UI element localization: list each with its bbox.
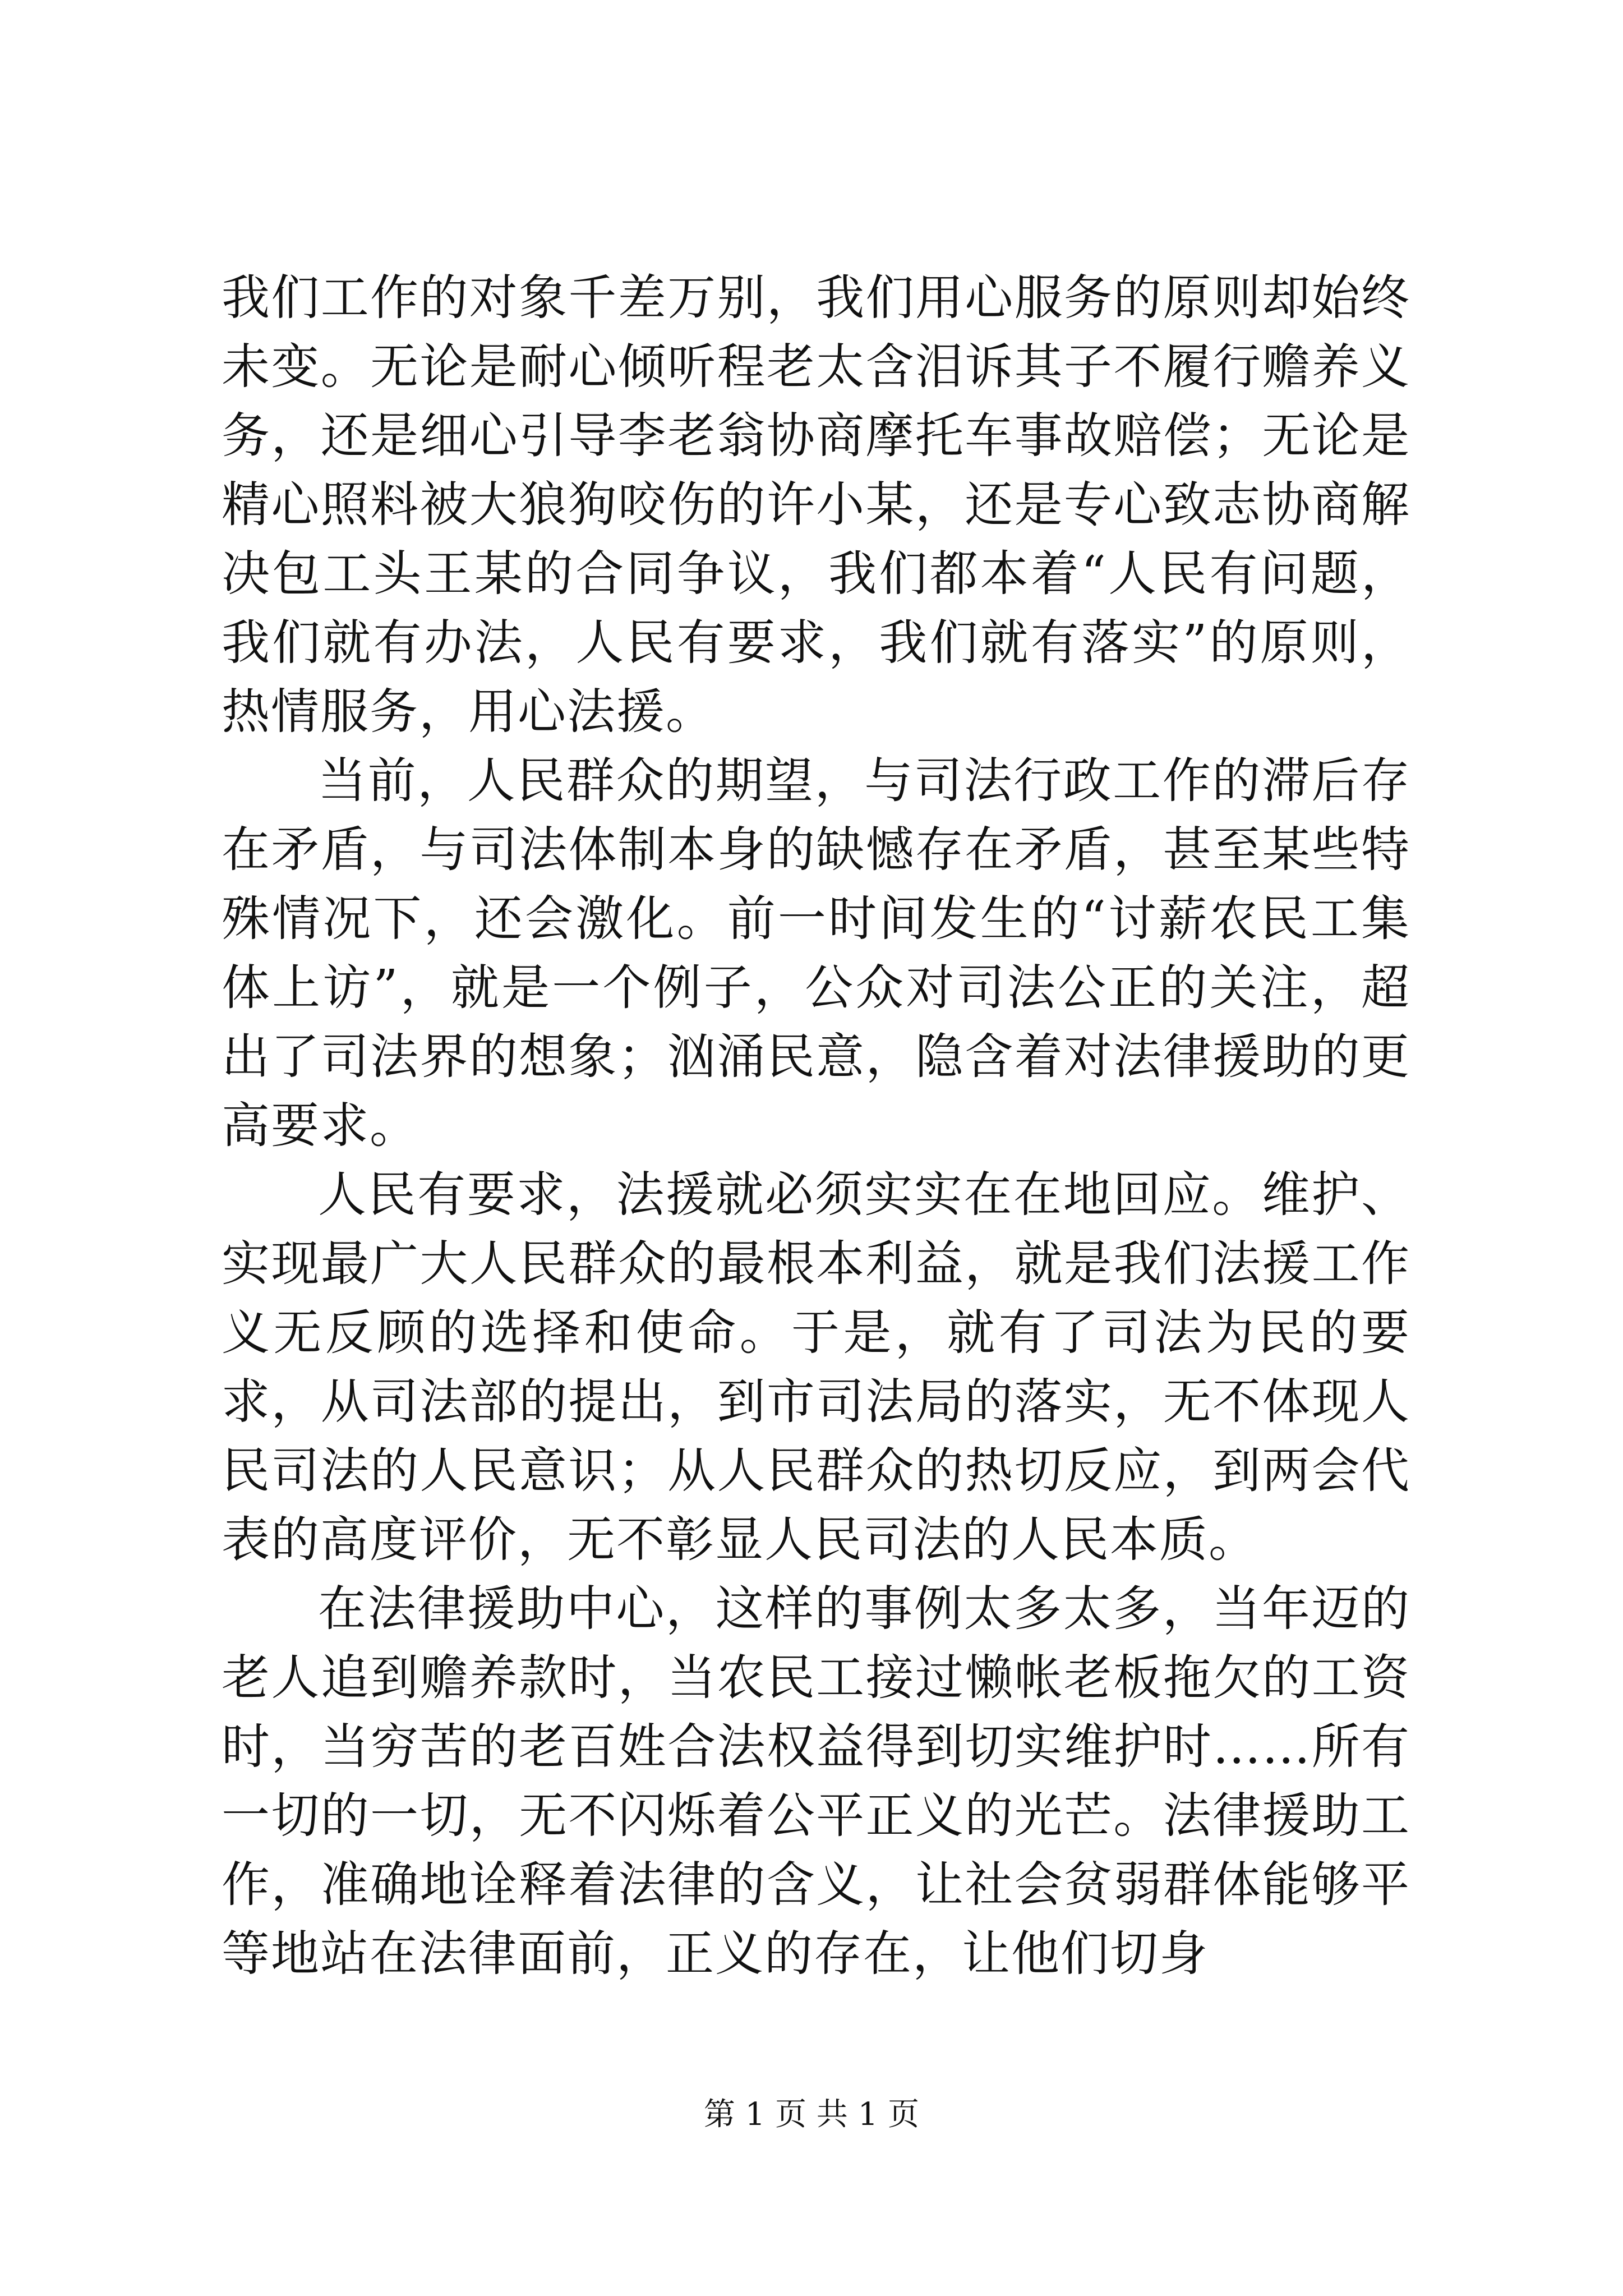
- paragraph-3: 人民有要求，法援就必须实实在在地回应。维护、实现最广大人民群众的最根本利益，就是我们法援工作义无反顾的选择和使命。于是，就有了司法为民的要求，从司法部的提出，到市司法局的落实，无不体现人民司法的人民意识；从人民群众的热切反应，到两会代表的高度评价，无不彰显人民司法的人民本质。: [222, 1167, 1410, 1568]
- paragraph-4: 在法律援助中心，这样的事例太多太多，当年迈的老人追到赡养款时，当农民工接过懒帐老板拖欠的工资时，当穷苦的老百姓合法权益得到切实维护时……所有一切的一切，无不闪烁着公平正义的光芒。法律援助工作，准确地诠释着法律的含义，让社会贫弱群体能够平等地站在法律面前，正义的存在，让他们切身: [222, 1581, 1410, 1982]
- page-footer: 第 1 页 共 1 页: [703, 2096, 920, 2133]
- paragraph-1: 我们工作的对象千差万别，我们用心服务的原则却始终未变。无论是耐心倾听程老太含泪诉其子不履行赡养义务，还是细心引导李老翁协商摩托车事故赔偿；无论是精心照料被大狼狗咬伤的许小某，还是专心致志协商解决包工头王某的合同争议，我们都本着“人民有问题，我们就有办法，人民有要求，我们就有落实”的原则，热情服务，用心法援。: [222, 270, 1410, 740]
- paragraph-2: 当前，人民群众的期望，与司法行政工作的滞后存在矛盾，与司法体制本身的缺憾存在矛盾，甚至某些特殊情况下，还会激化。前一时间发生的“讨薪农民工集体上访”，就是一个例子，公众对司法公正的关注，超出了司法界的想象；汹涌民意，隐含着对法律援助的更高要求。: [222, 753, 1410, 1154]
- document-body: [222, 264, 1410, 1989]
